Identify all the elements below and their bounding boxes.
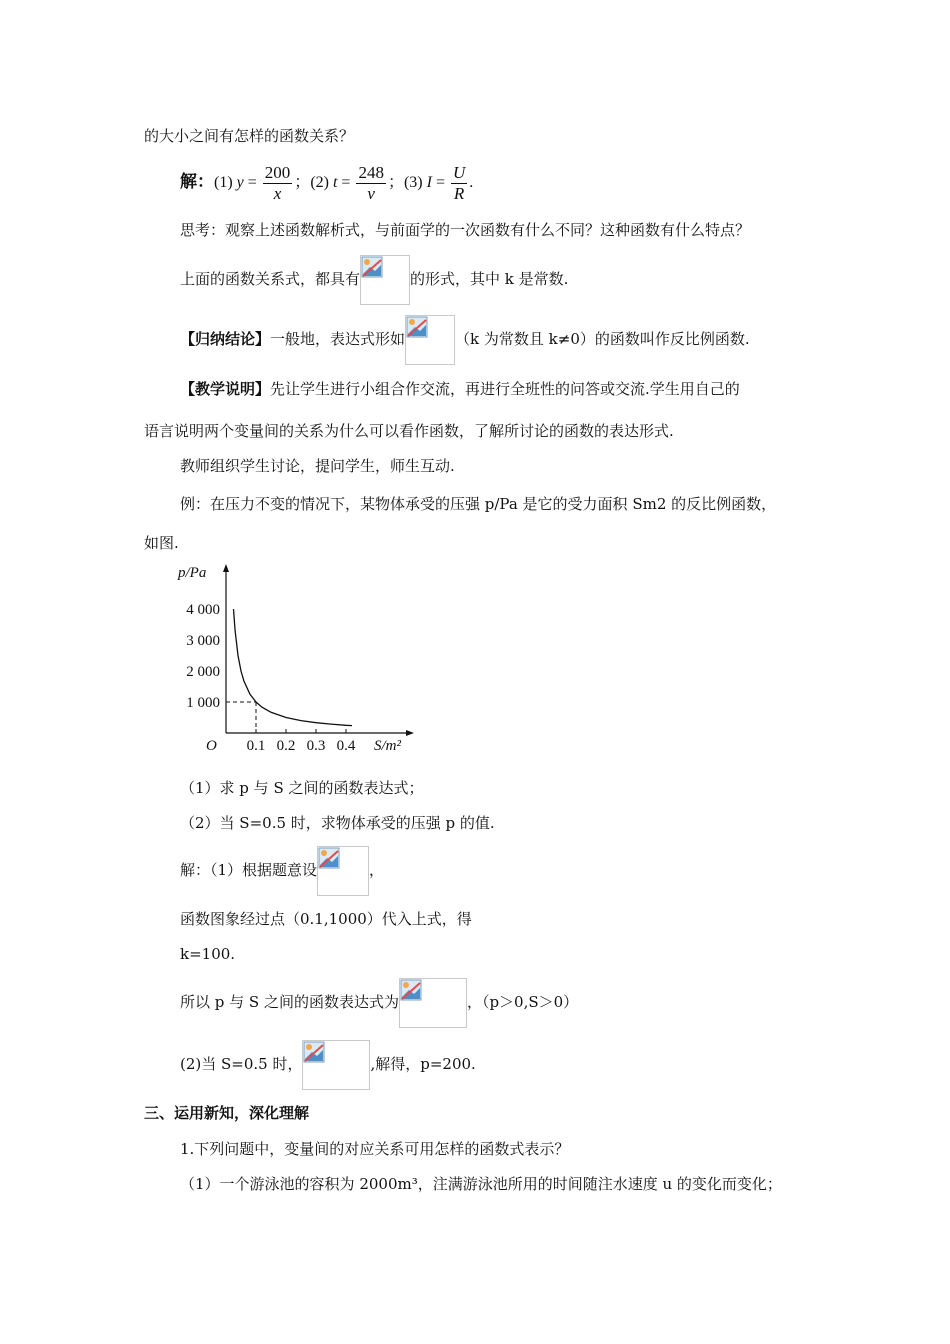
chart-ticks: [186, 602, 356, 754]
y-axis-arrow: [223, 564, 229, 572]
conclusion-text-a: 一般地，表达式形如: [270, 330, 406, 348]
example-line1: 例：在压力不变的情况下，某物体承受的压强 p/Pa 是它的受力面积 Sm2 的反比例函数，: [180, 495, 777, 513]
think-paragraph: 思考：观察上述函数解析式，与前面学的一次函数有什么不同？这种函数有什么特点？: [180, 221, 751, 239]
answer-line5: [180, 1039, 476, 1090]
var-y: y: [236, 174, 244, 191]
separator-1: ；: [294, 174, 311, 191]
broken-image-icon: [405, 315, 455, 365]
answer-line1: [180, 845, 384, 896]
form-text-b: 的形式，其中 k 是常数.: [410, 270, 569, 288]
x-axis-label: S/m²: [374, 738, 401, 754]
conclusion-paragraph: [180, 314, 750, 365]
answer5-text-b: ,解得，p=200.: [370, 1055, 476, 1073]
teaching-note-label: 【教学说明】: [180, 380, 271, 398]
section-3-heading: 三、运用新知，深化理解: [144, 1104, 310, 1122]
var-I: I: [426, 174, 432, 191]
separator-2: ；: [387, 174, 404, 191]
form-paragraph: [180, 254, 568, 305]
answer4-text-b: ，（p＞0,S＞0）: [466, 993, 579, 1011]
origin-label: O: [206, 738, 217, 754]
exercise-1-item-1: （1）一个游泳池的容积为 2000m³，注满游泳池所用的时间随注水速度 u 的变化而变化；: [180, 1175, 782, 1193]
intro-line: 的大小之间有怎样的函数关系？: [144, 127, 355, 145]
x-axis-arrow: [406, 730, 414, 736]
inverse-curve: [234, 609, 353, 726]
teaching-note-text-a: 先让学生进行小组合作交流，再进行全班性的问答或交流.学生用自己的: [270, 380, 740, 398]
solution-part3-label: (3): [403, 174, 423, 191]
equals-1: =: [247, 174, 257, 191]
y-tick-label: 4 000: [186, 602, 220, 618]
answer1-text-a: 解：（1）根据题意设: [180, 861, 318, 879]
answer5-text-a: (2)当 S=0.5 时，: [180, 1055, 303, 1073]
teaching-note-line2: 语言说明两个变量间的关系为什么可以看作函数，了解所讨论的函数的表达形式.: [144, 422, 674, 440]
solution-end: .: [469, 174, 474, 191]
fraction-denominator: v: [367, 183, 375, 203]
answer-line2: 函数图象经过点（0.1,1000）代入上式，得: [180, 910, 472, 928]
solution-formulas: [180, 160, 473, 205]
fraction-U-over-R: [451, 163, 467, 204]
x-tick-label: 0.2: [276, 738, 296, 754]
fraction-numerator: 200: [264, 162, 291, 182]
fraction-denominator: x: [273, 183, 282, 203]
broken-image-icon: [317, 846, 369, 896]
answer4-text-a: 所以 p 与 S 之间的函数表达式为: [180, 993, 399, 1011]
equals-2: =: [341, 174, 351, 191]
fraction-248-over-v: [356, 163, 386, 204]
fraction-200-over-x: [263, 163, 293, 204]
y-tick-label: 1 000: [186, 695, 220, 711]
fraction-denominator: R: [453, 183, 465, 203]
fraction-numerator: U: [452, 162, 466, 182]
answer-line3: k=100.: [180, 945, 236, 963]
pressure-area-chart: [168, 558, 428, 758]
example-line2: 如图.: [144, 534, 179, 552]
teaching-note-line1: [180, 378, 740, 400]
conclusion-text-b: （k 为常数且 k≠0）的函数叫作反比例函数.: [455, 330, 750, 348]
conclusion-label: 【归纳结论】: [180, 330, 271, 348]
exercise-1: 1.下列问题中，变量间的对应关系可用怎样的函数式表示？: [180, 1140, 570, 1158]
var-t: t: [332, 174, 338, 191]
y-axis-label: p/Pa: [178, 565, 207, 581]
question-1: （1）求 p 与 S 之间的函数表达式；: [180, 779, 424, 797]
broken-image-icon: [399, 978, 467, 1028]
chart-series: [226, 609, 352, 733]
solution-part1-label: (1): [214, 174, 233, 191]
answer1-text-b: ，: [369, 861, 385, 879]
broken-image-icon: [360, 255, 410, 305]
solution-label: 解：: [180, 172, 214, 191]
discussion-line: 教师组织学生讨论，提问学生，师生互动.: [180, 457, 455, 475]
chart-axes: [177, 564, 414, 754]
broken-image-icon: [302, 1040, 370, 1090]
fraction-numerator: 248: [358, 162, 384, 182]
equals-3: =: [435, 174, 445, 191]
form-text-a: 上面的函数关系式，都具有: [180, 270, 361, 288]
x-tick-label: 0.4: [336, 738, 356, 754]
solution-part2-label: (2): [310, 174, 329, 191]
question-2: （2）当 S=0.5 时，求物体承受的压强 p 的值.: [180, 814, 495, 832]
x-tick-label: 0.1: [246, 738, 266, 754]
answer-line4: [180, 977, 578, 1028]
y-tick-label: 3 000: [186, 633, 220, 649]
x-tick-label: 0.3: [306, 738, 326, 754]
y-tick-label: 2 000: [186, 664, 220, 680]
